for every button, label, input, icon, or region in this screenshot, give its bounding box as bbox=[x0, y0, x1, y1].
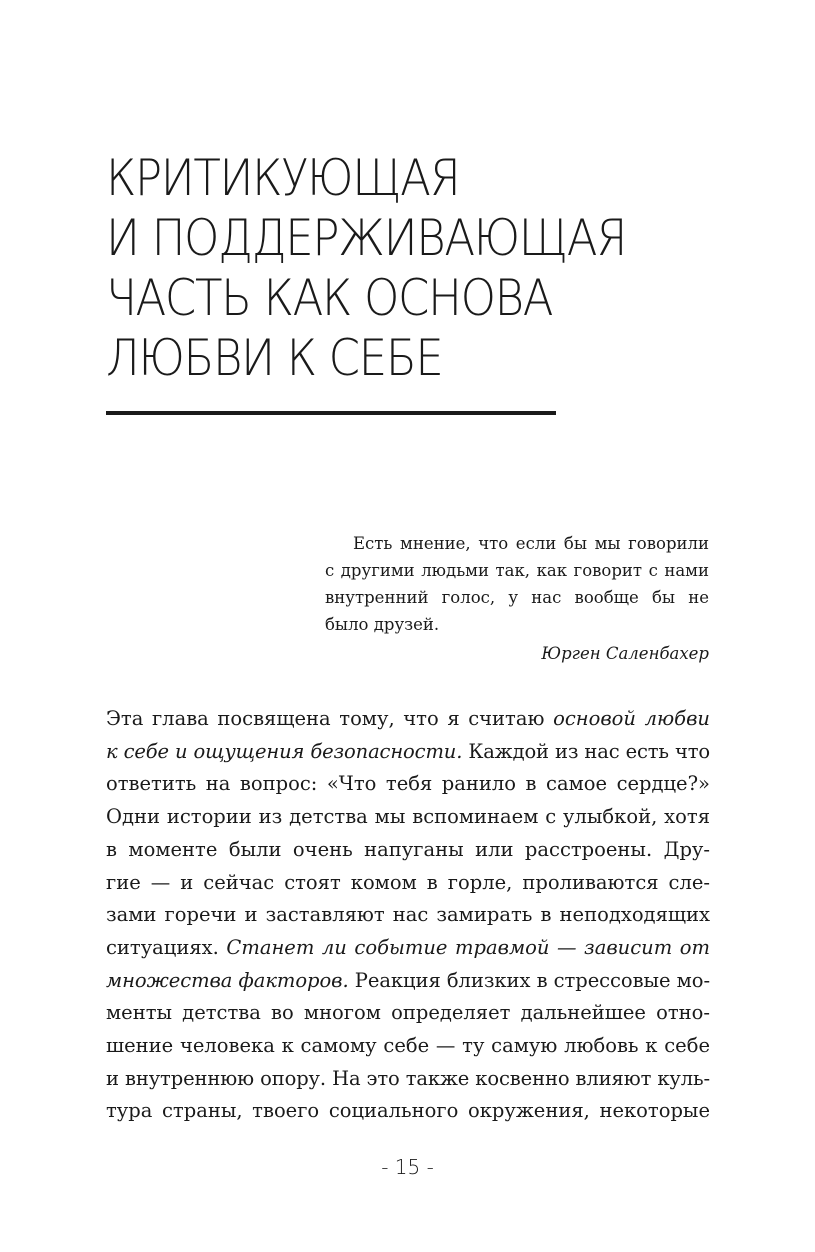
epigraph-author: Юрген Саленбахер bbox=[541, 644, 709, 663]
body-text-line bbox=[106, 1095, 710, 1128]
body-text-line bbox=[106, 1030, 710, 1063]
body-text-line bbox=[106, 965, 710, 998]
chapter-title bbox=[106, 148, 664, 388]
body-text-segment: Реакция близких в стрессовые мо- bbox=[348, 968, 710, 992]
body-text-line bbox=[106, 997, 710, 1030]
epigraph bbox=[325, 530, 709, 667]
body-text-segment: ситуациях. bbox=[106, 935, 227, 959]
body-text-segment: зами горечи и заставляют нас замирать в неподходящих bbox=[106, 903, 710, 927]
epigraph-quote: Есть мнение, что если бы мы говорили с другими людьми так, как говорит с нами внутренний голос, у нас вообще бы не было друзей. bbox=[325, 534, 709, 634]
body-text-segment: шение человека к самому себе — ту самую любовь к себе bbox=[106, 1034, 710, 1058]
body-text-segment: гие — и сейчас стоят комом в горле, проливаются сле- bbox=[106, 870, 710, 894]
body-text-line bbox=[106, 899, 710, 932]
body-text-line bbox=[106, 801, 710, 834]
page-number: - 15 - bbox=[381, 1155, 434, 1179]
body-emphasis-text: основой любви bbox=[553, 707, 710, 730]
body-text-segment: Одни истории из детства мы вспоминаем с улыбкой, хотя bbox=[106, 805, 710, 829]
body-text-segment: в моменте были очень напуганы или расстроены. Дру- bbox=[106, 837, 710, 861]
body-text-segment: тура страны, твоего социального окружения, некоторые bbox=[106, 1099, 710, 1123]
body-text-line bbox=[106, 834, 710, 867]
body-emphasis-text: Станет ли событие травмой — зависит от bbox=[226, 935, 710, 959]
chapter-title-line: ЛЮБВИ К СЕБЕ bbox=[106, 329, 443, 387]
body-text-line bbox=[106, 932, 710, 965]
body-text-segment: Эта глава посвящена тому, что я считаю bbox=[106, 707, 554, 730]
chapter-title-line: ЧАСТЬ КАК ОСНОВА bbox=[106, 269, 553, 327]
chapter-body-text bbox=[106, 703, 710, 1128]
body-emphasis-text: множества факторов. bbox=[106, 968, 349, 992]
body-text-segment: менты детства во многом определяет дальнейшее отно- bbox=[106, 1001, 710, 1025]
body-text-line bbox=[106, 736, 710, 769]
body-emphasis-text: к себе и ощущения безопасности. bbox=[106, 739, 463, 763]
body-text-segment: ответить на вопрос: «Что тебя ранило в самое сердце?» bbox=[106, 772, 710, 796]
body-text-line bbox=[106, 703, 710, 736]
body-text-line bbox=[106, 1063, 710, 1096]
body-text-segment: Каждой из нас есть что bbox=[462, 739, 710, 763]
title-underline-divider bbox=[106, 411, 556, 415]
chapter-title-line: КРИТИКУЮЩАЯ bbox=[106, 149, 460, 207]
chapter-title-line: И ПОДДЕРЖИВАЮЩАЯ bbox=[106, 209, 627, 267]
body-text-line bbox=[106, 768, 710, 801]
body-text-segment: и внутреннюю опору. На это также косвенно влияют куль- bbox=[106, 1066, 710, 1090]
body-text-line bbox=[106, 867, 710, 900]
